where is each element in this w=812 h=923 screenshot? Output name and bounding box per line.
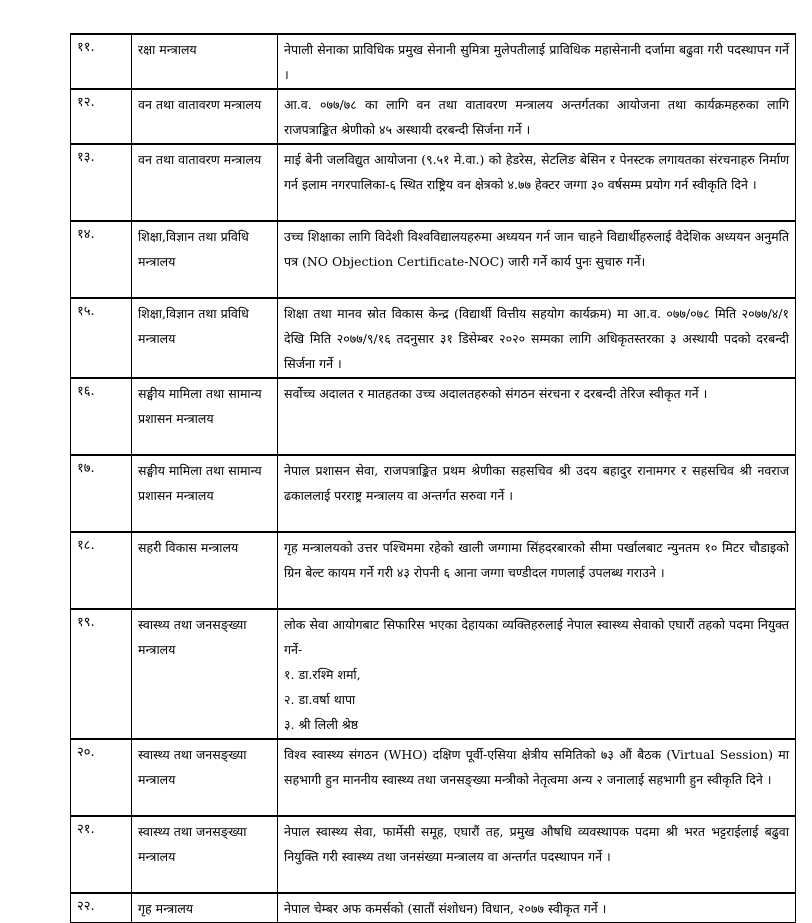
row-number: ११. bbox=[71, 34, 132, 89]
decision-cell bbox=[278, 298, 796, 378]
row-number: १३. bbox=[71, 144, 132, 221]
decision-cell bbox=[278, 221, 796, 298]
table-row bbox=[71, 739, 796, 816]
appointee-list bbox=[284, 662, 789, 737]
table-row bbox=[71, 455, 796, 532]
decision-text: नेपाल प्रशासन सेवा, राजपत्राङ्कित प्रथम श्रेणीका सहसचिव श्री उदय बहादुर रानामगर र सहसचिव श्री नवराज ढकाललाई परराष्ट्र मन्त्रालय वा अन्तर्गत सरुवा गर्ने । bbox=[284, 463, 789, 503]
decision-text: गृह मन्त्रालयको उत्तर पश्चिममा रहेको खाली जग्गामा सिंहदरबारको सीमा पर्खालबाट न्युनतम १० मिटर चौडाइको ग्रिन बेल्ट कायम गर्ने गरी ४३ रोपनी ६ आना जग्गा चण्डीदल गणलाई उपलब्ध गराउने । bbox=[284, 540, 789, 580]
ministry-cell: वन तथा वातावरण मन्त्रालय bbox=[132, 144, 278, 221]
decision-text: माई बेनी जलविद्युत आयोजना (९.५१ मे.वा.) को हेडरेस, सेटलिङ बेसिन र पेनस्टक लगायतका संरचनाहरु निर्माण गर्न इलाम नगरपालिका-६ स्थित राष्ट्रिय वन क्षेत्रको ४.७७ हेक्टर जग्गा ३० वर्षसम्म प्रयोग गर्न स्वीकृति दिने । bbox=[284, 152, 789, 192]
ministry-cell: सङ्घीय मामिला तथा सामान्य प्रशासन मन्त्रालय bbox=[132, 455, 278, 532]
table-row bbox=[71, 298, 796, 378]
row-number: १७. bbox=[71, 455, 132, 532]
appointee-name: ३. श्री लिली श्रेष्ठ bbox=[284, 717, 359, 732]
appointee-name: १. डा.रश्मि शर्मा, bbox=[284, 667, 361, 682]
decision-cell bbox=[278, 144, 796, 221]
ministry-cell: स्वास्थ्य तथा जनसङ्ख्या मन्त्रालय bbox=[132, 816, 278, 893]
decision-text: आ.व. ०७७/७८ का लागि वन तथा वातावरण मन्त्रालय अन्तर्गतका आयोजना तथा कार्यक्रमहरुका लागि राजपत्राङ्कित श्रेणीको ४५ अस्थायी दरबन्दी सिर्जना गर्ने । bbox=[284, 97, 789, 137]
decision-cell bbox=[278, 609, 796, 739]
decision-cell bbox=[278, 532, 796, 609]
ministry-cell: स्वास्थ्य तथा जनसङ्ख्या मन्त्रालय bbox=[132, 609, 278, 739]
decision-cell bbox=[278, 34, 796, 89]
table-row bbox=[71, 89, 796, 144]
ministry-cell: शिक्षा,विज्ञान तथा प्रविधि मन्त्रालय bbox=[132, 221, 278, 298]
decision-cell bbox=[278, 378, 796, 455]
decision-text: लोक सेवा आयोगबाट सिफारिस भएका देहायका व्यक्तिहरुलाई नेपाल स्वास्थ्य सेवाको एघारौं तहको पदमा नियुक्त गर्ने- bbox=[284, 617, 789, 657]
table-row bbox=[71, 609, 796, 739]
table-row bbox=[71, 378, 796, 455]
row-number: १२. bbox=[71, 89, 132, 144]
ministry-cell: वन तथा वातावरण मन्त्रालय bbox=[132, 89, 278, 144]
decision-text: उच्च शिक्षाका लागि विदेशी विश्वविद्यालयहरुमा अध्ययन गर्न जान चाहने विद्यार्थीहरुलाई वैदेशिक अध्ययन अनुमति पत्र (NO Objection Certificate-NOC) जारी गर्ने कार्य पुनः सुचारु गर्ने। bbox=[284, 229, 789, 269]
table-row bbox=[71, 532, 796, 609]
table-row bbox=[71, 221, 796, 298]
table-body bbox=[71, 34, 796, 923]
table-row bbox=[71, 893, 796, 923]
row-number: १४. bbox=[71, 221, 132, 298]
decision-text: नेपाल चेम्बर अफ कमर्सको (सातौं संशोधन) विधान, २०७७ स्वीकृत गर्ने । bbox=[284, 901, 607, 916]
ministry-cell: गृह मन्त्रालय bbox=[132, 893, 278, 923]
row-number: १८. bbox=[71, 532, 132, 609]
row-number: १६. bbox=[71, 378, 132, 455]
ministry-cell: स्वास्थ्य तथा जनसङ्ख्या मन्त्रालय bbox=[132, 739, 278, 816]
row-number: १५. bbox=[71, 298, 132, 378]
decision-text: नेपाल स्वास्थ्य सेवा, फार्मेसी समूह, एघारौं तह, प्रमुख औषधि व्यवस्थापक पदमा श्री भरत भट्टराईलाई बढुवा नियुक्ति गरी स्वास्थ्य तथा जनसंख्या मन्त्रालय वा अन्तर्गत पदस्थापन गर्ने । bbox=[284, 824, 789, 864]
decision-cell bbox=[278, 739, 796, 816]
ministry-cell: रक्षा मन्त्रालय bbox=[132, 34, 278, 89]
table-row bbox=[71, 144, 796, 221]
decision-cell bbox=[278, 893, 796, 923]
table-row bbox=[71, 816, 796, 893]
ministry-cell: सङ्घीय मामिला तथा सामान्य प्रशासन मन्त्रालय bbox=[132, 378, 278, 455]
ministry-cell: शिक्षा,विज्ञान तथा प्रविधि मन्त्रालय bbox=[132, 298, 278, 378]
ministry-cell: सहरी विकास मन्त्रालय bbox=[132, 532, 278, 609]
row-number: २०. bbox=[71, 739, 132, 816]
row-number: १९. bbox=[71, 609, 132, 739]
row-number: २२. bbox=[71, 893, 132, 923]
cabinet-decisions-table bbox=[70, 33, 796, 923]
row-number: २१. bbox=[71, 816, 132, 893]
table-row bbox=[71, 34, 796, 89]
decision-text: नेपाली सेनाका प्राविधिक प्रमुख सेनानी सुमित्रा मुलेपतीलाई प्राविधिक महासेनानी दर्जामा बढुवा गरी पदस्थापन गर्ने । bbox=[284, 42, 789, 82]
decision-cell bbox=[278, 455, 796, 532]
decision-text: सर्वोच्च अदालत र मातहतका उच्च अदालतहरुको संगठन संरचना र दरबन्दी तेरिज स्वीकृत गर्ने । bbox=[284, 386, 708, 401]
decision-text: शिक्षा तथा मानव स्रोत विकास केन्द्र (विद्यार्थी वित्तीय सहयोग कार्यक्रम) मा आ.व. ०७७/०७८ मिति २०७७/४/१ देखि मिति २०७७/९/१६ तदनुसार ३१ डिसेम्बर २०२० सम्मका लागि अधिकृतस्तरका ३ अस्थायी पदको दरबन्दी सिर्जना गर्ने । bbox=[284, 306, 789, 371]
decision-text: विश्व स्वास्थ्य संगठन (WHO) दक्षिण पूर्वी-एसिया क्षेत्रीय समितिको ७३ औं बैठक (Virtual Session) मा सहभागी हुन माननीय स्वास्थ्य तथा जनसङ्ख्या मन्त्रीको नेतृत्वमा अन्य २ जनालाई सहभागी हुन स्वीकृति दिने । bbox=[284, 747, 789, 787]
decision-cell bbox=[278, 89, 796, 144]
appointee-name: २. डा.वर्षा थापा bbox=[284, 692, 356, 707]
decision-cell bbox=[278, 816, 796, 893]
